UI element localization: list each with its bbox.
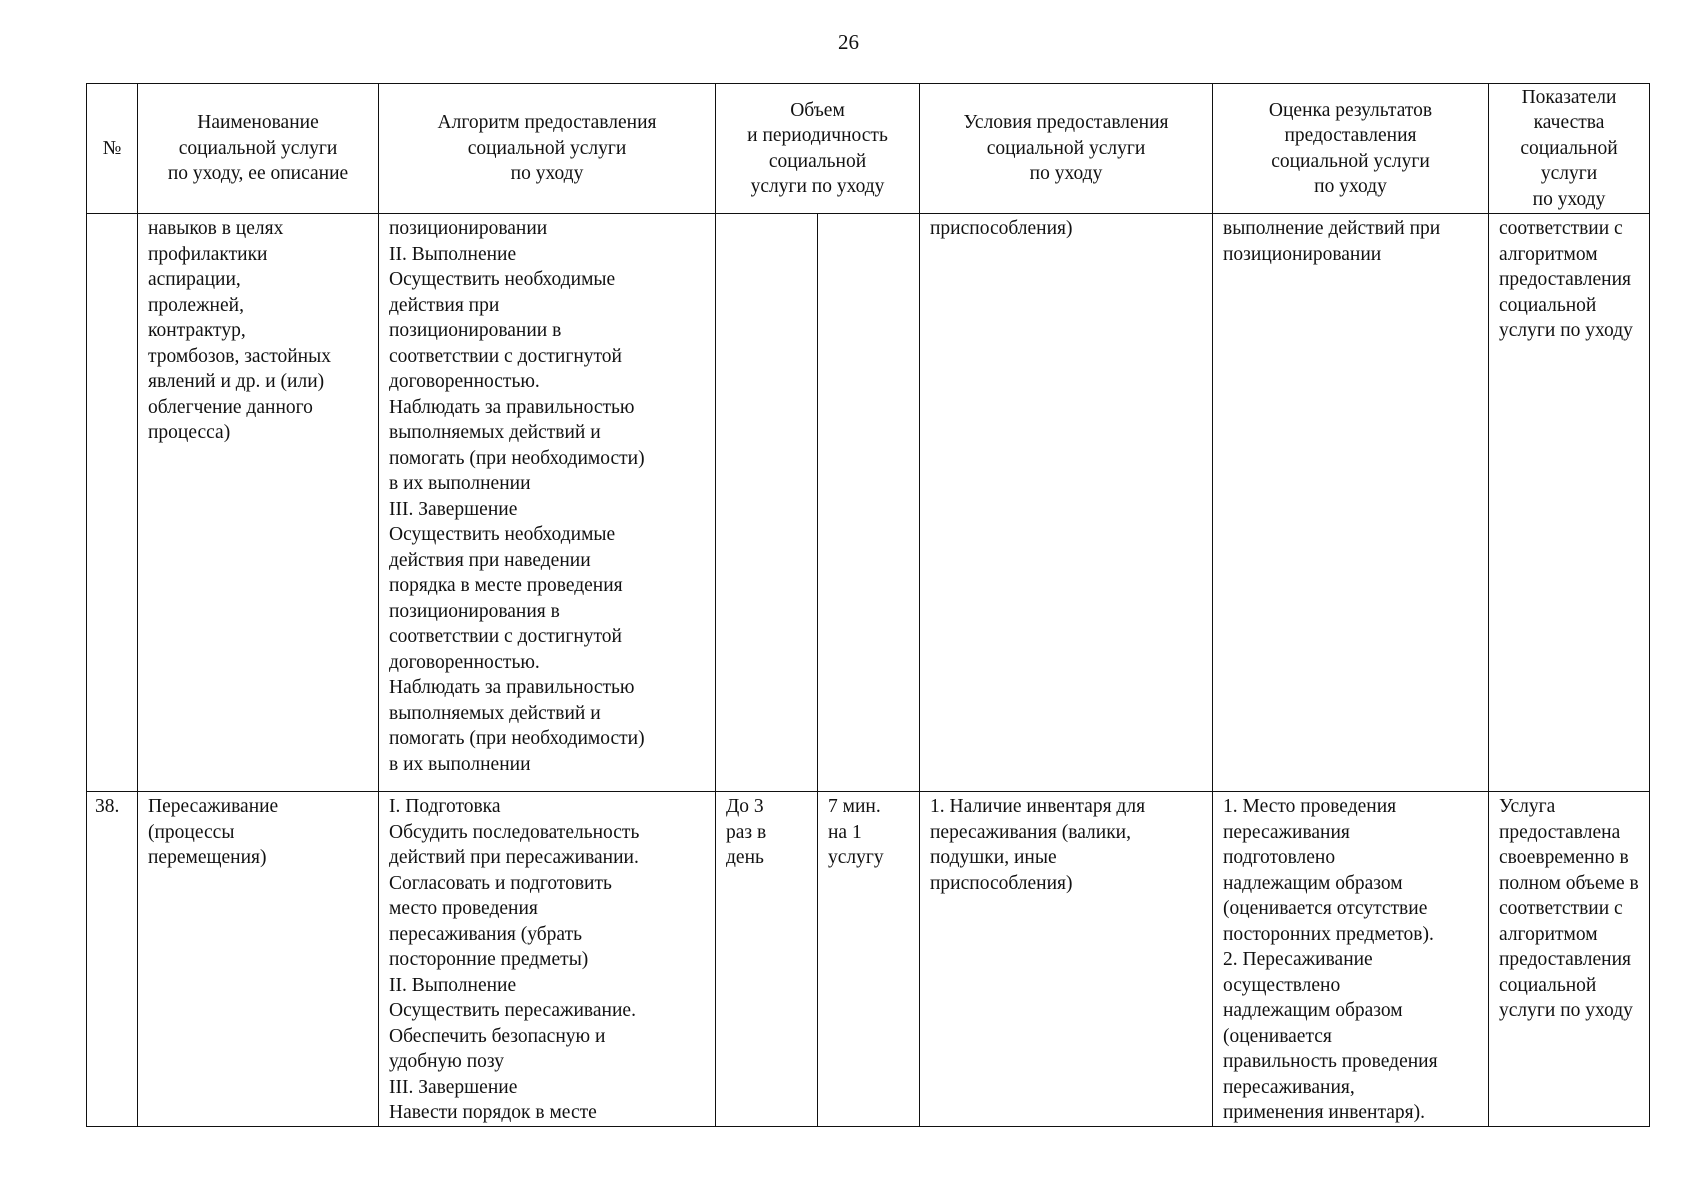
text-line: 2. Пересаживание <box>1223 949 1373 970</box>
text-line: соответствии с <box>1499 218 1623 239</box>
header-evaluation <box>1213 84 1489 214</box>
text-line: услугу <box>828 847 884 868</box>
text-line: Объем <box>790 99 845 121</box>
cell-periodicity <box>818 214 920 792</box>
text-line: Алгоритм предоставления <box>437 112 657 134</box>
text-line: в их выполнении <box>389 753 531 775</box>
text-line: социальной <box>768 150 867 172</box>
text-line: Услуга <box>1499 796 1556 817</box>
text-line: услуги по уходу <box>1499 320 1633 341</box>
text-line: по уходу, ее описание <box>167 163 349 185</box>
header-quality-indicators <box>1489 84 1650 214</box>
text-line: контрактур, <box>148 320 246 341</box>
text-line: перемещения) <box>148 847 267 868</box>
text-line: по уходу <box>1314 176 1387 197</box>
text-line: подушки, иные <box>930 847 1057 868</box>
text-line: социальной услуги <box>1271 150 1430 172</box>
text-line: полном объеме в <box>1499 872 1639 894</box>
cell-evaluation <box>1213 792 1489 1127</box>
text-line: процесса) <box>148 422 231 443</box>
text-line: пересаживания (убрать <box>389 923 582 945</box>
text-line: действия при наведении <box>389 549 591 571</box>
text-line: социальной услуги <box>986 137 1146 159</box>
text-line: приспособления) <box>930 872 1073 894</box>
text-line: алгоритмом <box>1499 243 1598 265</box>
header-number <box>87 84 138 214</box>
text-line: приспособления) <box>930 218 1073 239</box>
text-line: качества <box>1533 112 1605 134</box>
text-line: в их выполнении <box>389 473 531 494</box>
text-line: навыков в целях <box>148 218 284 239</box>
text-line: профилактики <box>148 243 268 265</box>
table-row <box>87 214 1650 792</box>
text-line: предоставлена <box>1499 821 1621 843</box>
text-line: (оценивается <box>1223 1025 1332 1047</box>
text-line: договоренностью. <box>389 371 540 392</box>
text-line: социальной <box>1499 974 1597 996</box>
text-line: облегчение данного <box>148 396 313 418</box>
cell-quality <box>1489 792 1650 1127</box>
text-line: помогать (при необходимости) <box>389 447 645 469</box>
text-line: II. Выполнение <box>389 974 517 996</box>
text-line: день <box>726 847 764 868</box>
table-row <box>87 792 1650 1127</box>
text-line: и периодичность <box>747 125 888 146</box>
text-line: II. Выполнение <box>389 243 517 265</box>
text-line: место проведения <box>389 898 538 919</box>
text-line: Обеспечить безопасную и <box>389 1025 606 1047</box>
text-line: по уходу <box>510 163 584 185</box>
text-line: выполняемых действий и <box>389 422 601 443</box>
text-line: раз в <box>726 821 767 843</box>
text-line: пересаживания <box>1223 821 1350 843</box>
text-line: № <box>102 137 122 159</box>
text-line: соответствии с достигнутой <box>389 345 622 367</box>
text-line: 1. Место проведения <box>1223 796 1397 817</box>
text-line: социальной услуги <box>178 137 338 159</box>
text-line: социальной <box>1520 137 1618 159</box>
cell-service-name <box>138 792 379 1127</box>
text-line: на 1 <box>828 821 862 843</box>
text-line: Наблюдать за правильностью <box>389 677 635 698</box>
text-line: пересаживания, <box>1223 1076 1355 1098</box>
text-line: I. Подготовка <box>389 796 501 817</box>
text-line: Обсудить последовательность <box>389 821 640 843</box>
text-line: по уходу <box>1532 188 1606 210</box>
text-line: выполнение действий при <box>1223 218 1441 239</box>
cell-number <box>87 792 138 1127</box>
text-line: порядка в месте проведения <box>389 575 623 596</box>
cell-conditions <box>920 792 1213 1127</box>
cell-periodicity <box>818 792 920 1127</box>
text-line: предоставления <box>1499 269 1631 290</box>
text-line: III. Завершение <box>389 498 518 520</box>
text-line: позиционировании <box>1223 243 1382 265</box>
cell-volume <box>716 214 818 792</box>
text-line: соответствии с <box>1499 898 1623 919</box>
text-line: осуществлено <box>1223 974 1341 996</box>
text-line: Оценка результатов <box>1268 99 1433 121</box>
text-line: аспирации, <box>148 269 241 290</box>
text-line: Показатели <box>1521 86 1617 108</box>
text-line: 1. Наличие инвентаря для <box>930 796 1146 817</box>
cell-conditions <box>920 214 1213 792</box>
cell-number <box>87 214 138 792</box>
text-line: применения инвентаря). <box>1223 1102 1425 1123</box>
table-header-row <box>87 84 1650 214</box>
text-line: действия при <box>389 294 500 316</box>
text-line: Осуществить пересаживание. <box>389 1000 636 1021</box>
header-conditions <box>920 84 1213 214</box>
text-line: удобную позу <box>389 1051 504 1072</box>
cell-algorithm <box>379 214 716 792</box>
text-line: пересаживания (валики, <box>930 821 1131 843</box>
text-line: услуги <box>1540 163 1598 185</box>
header-algorithm <box>379 84 716 214</box>
text-line: пролежней, <box>148 294 244 316</box>
text-line: правильность проведения <box>1223 1051 1438 1072</box>
text-line: Осуществить необходимые <box>389 524 616 545</box>
text-line: тромбозов, застойных <box>148 345 331 367</box>
text-line: соответствии с достигнутой <box>389 626 622 647</box>
text-line: позиционировании <box>389 218 548 239</box>
cell-algorithm <box>379 792 716 1127</box>
text-line: своевременно в <box>1499 847 1629 868</box>
page-number: 26 <box>838 30 859 54</box>
text-line: надлежащим образом <box>1223 1000 1403 1021</box>
text-line: надлежащим образом <box>1223 872 1403 894</box>
header-service-name <box>138 84 379 214</box>
text-line: позиционировании в <box>389 320 562 341</box>
text-line: Согласовать и подготовить <box>389 872 612 894</box>
text-line: выполняемых действий и <box>389 702 601 724</box>
text-line: 7 мин. <box>828 796 881 817</box>
text-line: позиционирования в <box>389 600 560 622</box>
cell-volume <box>716 792 818 1127</box>
text-line: услуги по уходу <box>750 176 885 197</box>
text-line: услуги по уходу <box>1499 1000 1633 1021</box>
text-line: Навести порядок в месте <box>389 1102 597 1123</box>
text-line: 38. <box>95 796 120 817</box>
cell-evaluation <box>1213 214 1489 792</box>
text-line: Пересаживание <box>148 796 279 817</box>
text-line: явлений и др. и (или) <box>148 371 325 392</box>
text-line: социальной услуги <box>467 137 627 159</box>
text-line: предоставления <box>1284 125 1417 146</box>
text-line: действий при пересаживании. <box>389 847 639 868</box>
text-line: Осуществить необходимые <box>389 269 616 290</box>
text-line: Условия предоставления <box>963 112 1169 134</box>
text-line: помогать (при необходимости) <box>389 728 645 749</box>
text-line: (процессы <box>148 821 235 843</box>
text-line: До 3 <box>726 796 764 817</box>
text-line: (оценивается отсутствие <box>1223 898 1428 919</box>
text-line: Наблюдать за правильностью <box>389 396 635 418</box>
text-line: социальной <box>1499 294 1597 316</box>
text-line: Наименование <box>197 112 319 134</box>
text-line: алгоритмом <box>1499 923 1598 945</box>
services-table <box>86 83 1650 1127</box>
text-line: подготовлено <box>1223 847 1336 868</box>
text-line: посторонних предметов). <box>1223 923 1434 945</box>
text-line: предоставления <box>1499 949 1631 970</box>
cell-service-name <box>138 214 379 792</box>
text-line: посторонние предметы) <box>389 949 589 970</box>
cell-quality <box>1489 214 1650 792</box>
text-line: по уходу <box>1029 163 1103 185</box>
text-line: договоренностью. <box>389 651 540 673</box>
text-line: III. Завершение <box>389 1076 518 1098</box>
header-volume-periodicity <box>716 84 920 214</box>
